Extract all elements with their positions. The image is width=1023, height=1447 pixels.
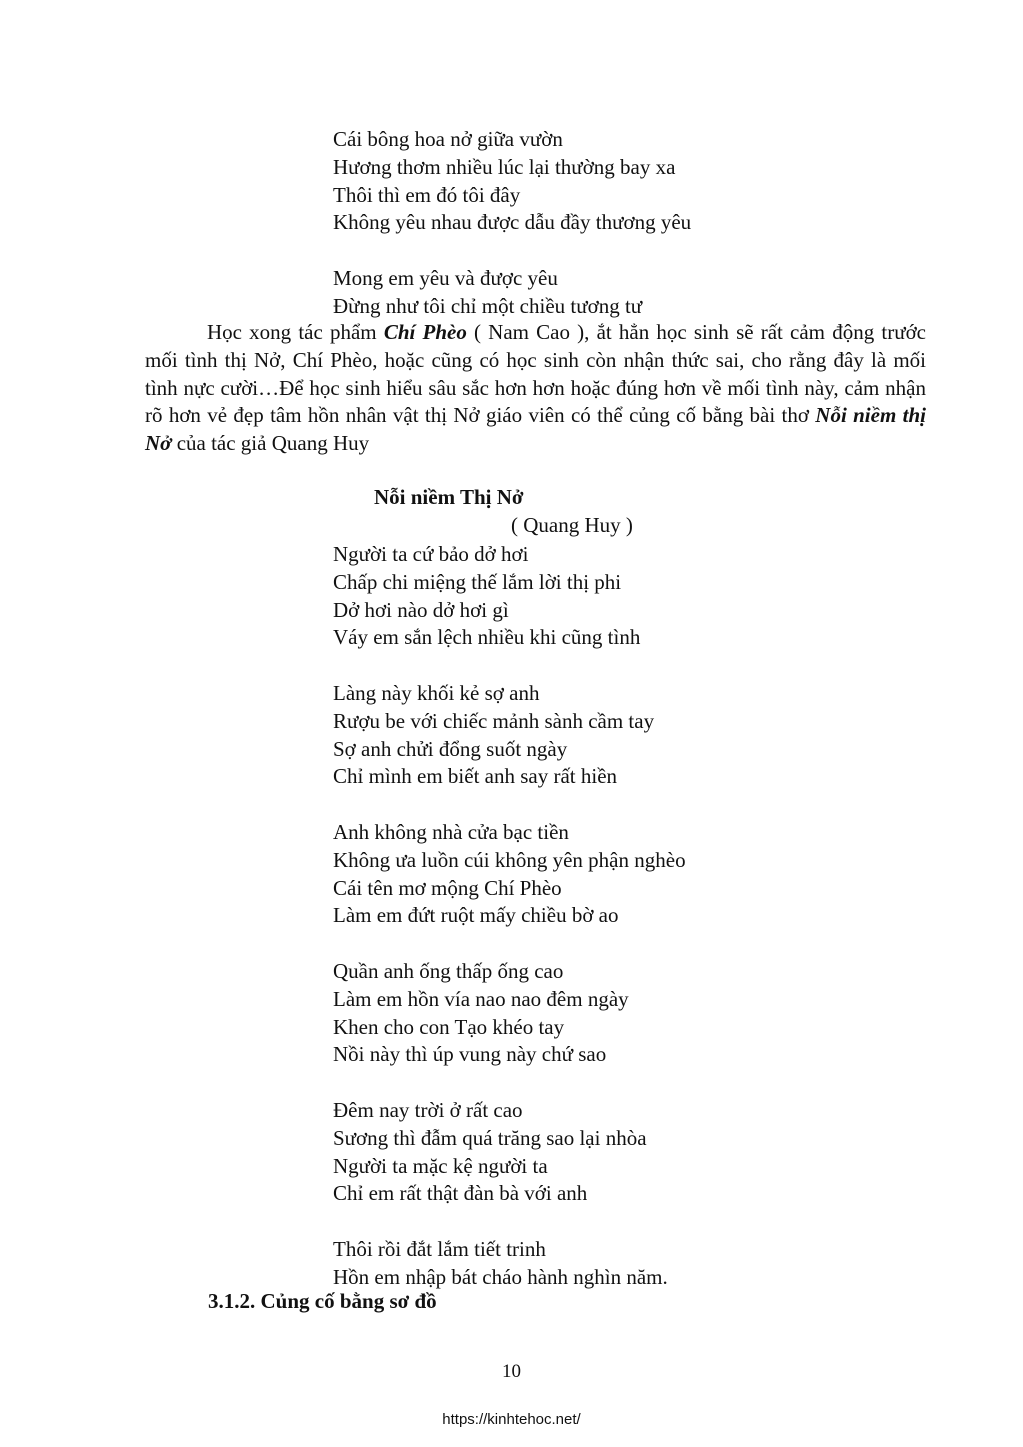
poem-line: Thôi thì em đó tôi đây (333, 182, 521, 207)
poem-line: Thôi rồi đắt lắm tiết trinh (333, 1236, 546, 1261)
poem-line: Sương thì đẫm quá trăng sao lại nhòa (333, 1125, 647, 1150)
poem-line: Người ta mặc kệ người ta (333, 1153, 548, 1178)
stanza-gap (333, 791, 686, 819)
poem-line: Váy em sắn lệch nhiều khi cũng tình (333, 625, 641, 650)
poem-line: Làm em hồn vía nao nao đêm ngày (333, 986, 629, 1011)
poem-line: Quần anh ống thấp ống cao (333, 958, 564, 983)
poem-line: Chỉ mình em biết anh say rất hiền (333, 764, 618, 789)
poem-line: Hồn em nhập bát cháo hành nghìn năm. (333, 1264, 668, 1289)
opening-poem (333, 126, 691, 321)
paragraph-text: Học xong tác phẩm (207, 320, 384, 344)
section-heading: 3.1.2. Củng cố bằng sơ đồ (208, 1289, 437, 1313)
poem-title: Nỗi niềm Thị Nở (374, 485, 524, 509)
footer-url[interactable]: https://kinhtehoc.net/ (442, 1411, 581, 1428)
poem-line: Nồi này thì úp vung này chứ sao (333, 1042, 607, 1067)
poem-line: Chỉ em rất thật đàn bà với anh (333, 1181, 588, 1206)
work-title: Chí Phèo (383, 320, 467, 344)
poem-line: Dở hơi nào dở hơi gì (333, 597, 509, 622)
poem-line: Người ta cứ bảo dở hơi (333, 542, 529, 566)
poem-line: Đêm nay trời ở rất cao (333, 1097, 523, 1122)
paragraph-text: của tác giả Quang Huy (171, 431, 370, 456)
poem-line: Chấp chi miệng thế lắm lời thị phi (333, 569, 622, 594)
stanza-gap (333, 1208, 686, 1236)
poem-line: Rượu be với chiếc mảnh sành cầm tay (333, 708, 655, 733)
poem-line: Khen cho con Tạo khéo tay (333, 1014, 565, 1039)
poem-title-inline: Nỗi niềm thị Nở (145, 403, 926, 456)
poem-line: Cái bông hoa nở giữa vườn (333, 127, 563, 151)
page-number: 10 (502, 1361, 521, 1382)
poem-line: Hương thơm nhiều lúc lại thường bay xa (333, 154, 676, 179)
poem-line: Mong em yêu và được yêu (333, 265, 558, 290)
main-poem (333, 541, 686, 1292)
poem-line: Sợ anh chửi đổng suốt ngày (333, 736, 568, 761)
stanza-gap (333, 652, 686, 680)
poem-line: Anh không nhà cửa bạc tiền (333, 819, 569, 844)
stanza-gap (333, 237, 691, 265)
poem-line: Làng này khối kẻ sợ anh (333, 680, 540, 705)
poem-author: ( Quang Huy ) (511, 513, 633, 537)
poem-line: Đừng như tôi chỉ một chiều tương tư (333, 293, 643, 318)
poem-line: Làm em đứt ruột mấy chiều bờ ao (333, 903, 619, 928)
body-paragraph (145, 319, 926, 458)
stanza-gap (333, 930, 686, 958)
poem-line: Không yêu nhau được dẫu đầy thương yêu (333, 210, 692, 235)
paragraph-text: ( Nam Cao ), ắt hẳn học sinh sẽ rất cảm động trước mối tình thị Nở, Chí Phèo, hoặc cũng có học sinh còn nhận thức sai, cho rằng đây là mối tình nực cười…Để học sinh hiểu sâu sắc hơn hơn hoặc đúng hơn về mối tình này, cảm nhận rõ hơn vẻ đẹp tâm hồn nhân vật thị Nở giáo viên có thể củng cố bằng bài thơ (145, 320, 926, 428)
poem-line: Không ưa luồn cúi không yên phận nghèo (333, 847, 686, 872)
poem-line: Cái tên mơ mộng Chí Phèo (333, 875, 562, 900)
stanza-gap (333, 1069, 686, 1097)
